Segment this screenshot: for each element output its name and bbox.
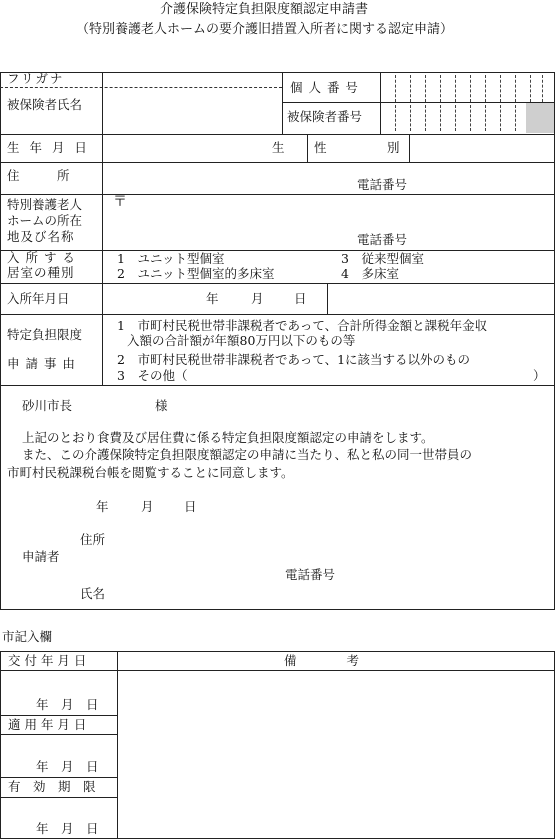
applicant-name-input[interactable] <box>112 585 542 601</box>
addressee: 砂川市長 <box>22 398 73 413</box>
address-label: 住 所 <box>7 168 70 183</box>
applicant-address-input[interactable] <box>112 531 542 547</box>
applicant-name-label: 氏名 <box>80 586 106 601</box>
issue-date-value: 年 月 日 <box>36 697 99 712</box>
facility-label-1: 特別養護老人 <box>7 197 83 212</box>
sex-suffix: 別 <box>387 140 400 155</box>
reason-option-3-close: ） <box>533 368 546 383</box>
page-title: 介護保険特定負担限度額認定申請書 <box>160 2 369 17</box>
birth-suffix: 生 <box>272 140 285 155</box>
reason-other-input[interactable] <box>200 369 530 383</box>
personal-number-label: 個 人 番 号 <box>290 80 359 95</box>
reason-label-1: 特定負担限度 <box>7 327 83 342</box>
insured-name-label: 被保険者氏名 <box>7 97 83 112</box>
reason-option-1[interactable]: 1 市町村民税世帯非課税者であって、合計所得金額と課税年金収 <box>117 318 488 333</box>
personal-number-field[interactable] <box>381 73 554 101</box>
page-subtitle: （特別養護老人ホームの要介護旧措置入所者に関する認定申請） <box>76 22 454 37</box>
shaded-cell <box>526 103 554 133</box>
declaration-line-3: 市町村民税課税台帳を閲覧することに同意します。 <box>7 465 294 480</box>
applicant-label: 申請者 <box>22 549 60 564</box>
facility-label-2: ホームの所在 <box>7 213 83 228</box>
admission-month: 月 <box>251 291 264 306</box>
room-option-2[interactable]: 2 ユニット型個室的多床室 <box>117 266 275 281</box>
apply-date-label: 適 用 年 月 日 <box>8 717 87 732</box>
apply-date-value: 年 月 日 <box>36 759 99 774</box>
sex-label: 性 <box>314 140 327 155</box>
reason-label-2: 申 請 事 由 <box>7 356 76 371</box>
furigana-label: フリガナ <box>7 71 65 86</box>
valid-period-value: 年 月 日 <box>36 821 99 836</box>
facility-input[interactable] <box>128 196 554 249</box>
declaration-line-2: また、この介護保険特定負担限度額認定の申請に当たり、私と私の同一世帯員の <box>22 447 473 462</box>
declaration-line-1: 上記のとおり食費及び居住費に係る特定負担限度額認定の申請をします。 <box>22 430 434 445</box>
insured-number-label: 被保険者番号 <box>287 109 363 124</box>
office-section-label: 市記入欄 <box>2 629 53 644</box>
addressee-honorific: 様 <box>155 398 168 413</box>
room-type-label-1: 入 所 す る <box>7 250 76 265</box>
admission-year: 年 <box>206 291 219 306</box>
reason-option-2[interactable]: 2 市町村民税世帯非課税者であって、1に該当する以外のもの <box>117 352 471 367</box>
remarks-area[interactable] <box>118 671 554 838</box>
applicant-phone-label: 電話番号 <box>285 567 336 582</box>
applicant-address-label: 住所 <box>80 532 106 547</box>
address-phone-label: 電話番号 <box>357 177 408 192</box>
application-year: 年 <box>96 499 109 514</box>
admission-date-label: 入所年月日 <box>7 291 70 306</box>
facility-phone-label: 電話番号 <box>357 232 408 247</box>
facility-label-3: 地及び名称 <box>7 229 75 244</box>
valid-period-label: 有 効 期 限 <box>8 779 96 794</box>
reason-option-3[interactable]: 3 その他（ <box>117 368 188 383</box>
room-option-3[interactable]: 3 従来型個室 <box>341 251 424 266</box>
application-month: 月 <box>141 499 154 514</box>
remarks-label: 備 考 <box>284 653 360 668</box>
room-option-1[interactable]: 1 ユニット型個室 <box>117 251 225 266</box>
application-day: 日 <box>184 499 197 514</box>
reason-option-1-cont: 入額の合計額が年額80万円以下のもの等 <box>127 333 356 348</box>
issue-date-label: 交 付 年 月 日 <box>8 653 87 668</box>
birthdate-label: 生 年 月 日 <box>7 140 90 155</box>
postal-mark: 〒 <box>113 194 127 210</box>
room-type-label-2: 居室の種別 <box>7 265 75 280</box>
insured-number-field[interactable] <box>381 103 525 133</box>
sex-input[interactable] <box>410 135 554 161</box>
address-input[interactable] <box>104 163 554 193</box>
furigana-input[interactable] <box>104 73 280 86</box>
insured-name-input[interactable] <box>104 89 280 133</box>
room-option-4[interactable]: 4 多床室 <box>341 266 399 281</box>
admission-day: 日 <box>294 291 307 306</box>
